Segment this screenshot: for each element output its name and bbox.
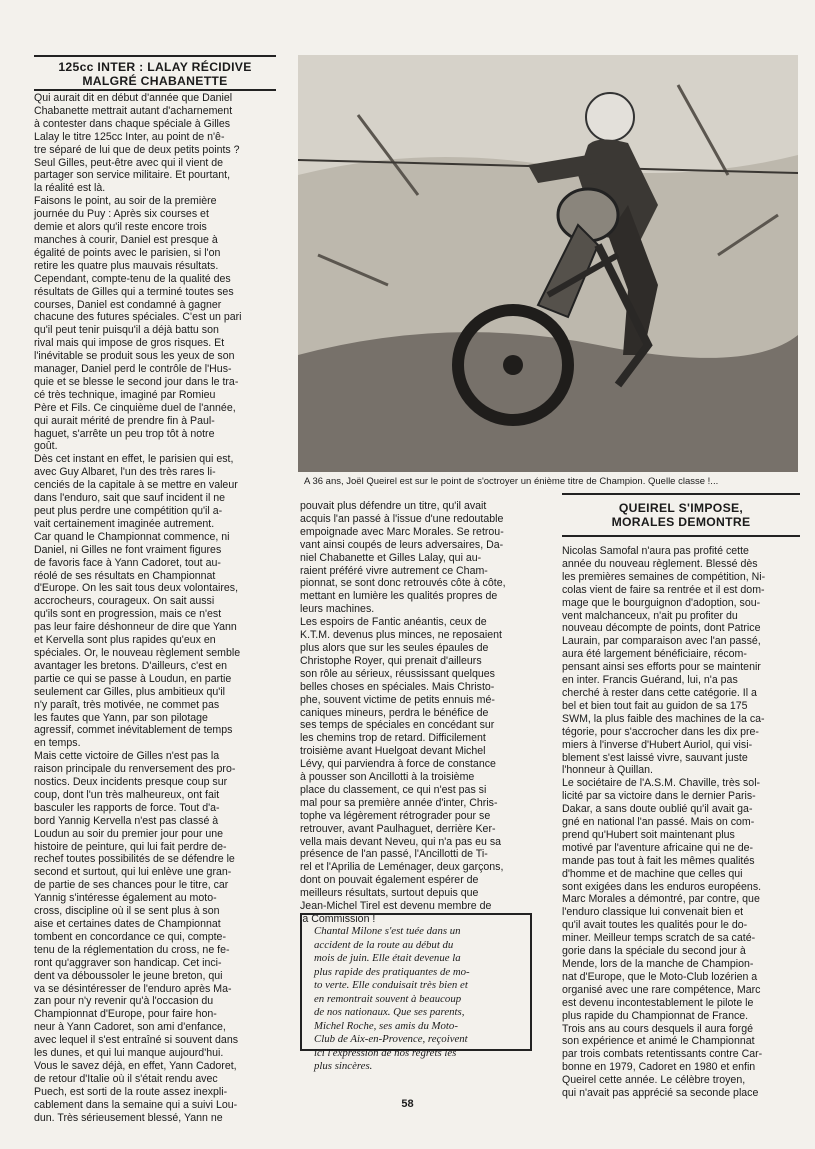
headline-line-1: 125cc INTER : LALAY RÉCIDIVE [58,60,252,74]
column-2-text: pouvait plus défendre un titre, qu'il avait acquis l'an passé à l'issue d'une redoutable empoignade avec Marc Morales. Se retrou- vant ainsi coupés de leurs adversaires, Da- niel Chabanette et Gilles Lalay, qui au- raient préféré vivre autrement ce Cham- pionnat, se sont donc retrouvés côte à côte, mettant en lumière les qualités propres de leurs machines. Les espoirs de Fantic anéantis, ceux de K.T.M. devenus plus minces, ne reposaient plus alors que sur les seules épaules de Christophe Royer, qui prenait d'ailleurs son rôle au sérieux, réussissant quelques belles choses en spéciales. Mais Christo- phe, souvent victime de petits ennuis mé- caniques mineurs, perdra le bénéfice de ses temps de spéciales en concédant sur les chemins trop de retard. Difficilement troisième avant Huelgoat devant Michel Lévy, qui parviendra à force de constance à pousser son Ancillotti à la troisième place du classement, ce qui n'est pas si mal pour sa première année d'inter, Chris- tophe va légèrement rétrograder pour se retrouver, avant Paulhaguet, derrière Ker- vella mais devant Neveu, qui n'a pas eu sa présence de l'an passé, l'Ancillotti de Ti- rel et l'Aprilia de Leménager, deux garçons, dont on pouvait également espérer de meilleurs résultats, surtout depuis que Jean-Michel Tirel est devenu membre de la Commission ! [300,500,506,925]
headline-line-2: MALGRÉ CHABANETTE [82,74,228,88]
headline2-line-1: QUEIREL S'IMPOSE, [618,501,744,515]
rider-photo [298,55,798,472]
column-3-text: Nicolas Samofal n'aura pas profité cette année du nouveau règlement. Blessé dès les premières semaines de compétition, Ni- colas vient de faire sa rentrée et il est dom- mage que le bourguignon d'adoption, sou- vent malchanceux, n'ait pu profiter du nouveau décompte de points, dont Patrice Laurain, par comparaison avec l'an passé, aura été largement bénéficiaire, récom- pensant ainsi ses efforts pour se maintenir en inter. Francis Guérand, lui, n'a pas cherché à rester dans cette catégorie. Il a bel et bien tout fait au guidon de sa 175 SWM, la plus faible des machines de la ca- tégorie, pour s'accrocher dans les dix pre- miers à l'inverse d'Hubert Auriol, qui visi- blement s'est laissé vivre, sauvant juste l'honneur à Quillan. Le sociétaire de l'A.S.M. Chaville, très sol- licité par sa victoire dans le dernier Paris- Dakar, a sans doute oublié qu'il avait ga- gné en national l'an passé. Mais on com- prend qu'Hubert soit maintenant plus motivé par l'aventure africaine qui ne de- mande pas tout à fait les mêmes qualités d'homme et de machine que celles qui sont exigées dans les enduros européens. Marc Morales a démontré, par contre, que l'enduro classique lui convenait bien et qu'il avait toutes les qualités pour le do- miner. Meilleur temps scratch de sa caté- gorie dans la spéciale du second jour à Mende, lors de la manche de Champion- nat d'Europe, que le Moto-Club lozérien a organisé avec une rare compétence, Marc est devenu incontestablement le pilote le plus rapide du Championnat de France. Trois ans au cours desquels il aura forgé son expérience et animé le Championnat par trois combats retentissants contre Car- bonne en 1979, Cadoret en 1980 et enfin Queirel cette année. Le célèbre troyen, qui n'avait pas apprécié sa seconde place [562,545,766,1100]
article-headline [34,55,276,91]
column-1-text: Qui aurait dit en début d'année que Daniel Chabanette mettrait autant d'acharnement à contester dans chaque spéciale à Gilles Lalay le titre 125cc Inter, au point de n'ê- tre séparé de lui que de deux petits points ? Seul Gilles, peut-être avec qui il vient de partager son service militaire. Et pourtant, la réalité est là. Faisons le point, au soir de la première journée du Puy : Après six courses et demie et alors qu'il reste encore trois manches à courir, Daniel est presque à égalité de points avec le parisien, si l'on retire les quatre plus mauvais résultats. Cependant, compte-tenu de la qualité des résultats de Gilles qui a terminé toutes ses courses, Daniel est condamné à gagner chacune des futures spéciales. C'est un pari qu'il peut tenir puisqu'il a déjà battu son rival mais qui impose de gros risques. Et l'inévitable se produit sous les yeux de son manager, Daniel perd le contrôle de l'Hus- quie et se blesse le second jour dans le tra- cé très technique, imaginé par Romieu Père et Fils. Ce cinquième duel de l'année, qui aurait mérité de prendre fin à Paul- haguet, s'arrête un peu trop tôt à notre goût. Dès cet instant en effet, le parisien qui est, avec Guy Albaret, l'un des très rares li- cenciés de la capitale à se mettre en valeur dans l'enduro, sait que sauf incident il ne peut plus perdre une compétition qu'il a- vait certainement imaginée autrement. Car quand le Championnat commence, ni Daniel, ni Gilles ne font vraiment figures de favoris face à Yann Cadoret, tout au- réolé de ses résultats en Championnat d'Europe. On les sait tous deux volontaires, accrocheurs, courageux. On sait aussi qu'ils sont en progression, mais ce n'est pas leur faire déshonneur de dire que Yann et Kervella sont plus rapides qu'eux en spéciales. Or, le nouveau règlement semble avantager les bretons. D'ailleurs, c'est en partie ce qui se passe à Loudun, en partie seulement car Gilles, plus ambitieux qu'il n'y paraît, très motivée, ne commet pas les fautes que Yann, par son pilotage agressif, commet inévitablement de temps en temps. Mais cette victoire de Gilles n'est pas la raison principale du renversement des pro- nostics. Deux incidents presque coup sur coup, dont l'un très malheureux, ont fait basculer les rapports de force. Tout d'a- bord Yannig Kervella n'est pas classé à Loudun au soir du premier jour pour une histoire de peinture, qui lui fait perdre de- rechef toutes possibilités de se défendre le second et surtout, qui lui enlève une gran- de partie de ses chances pour le titre, car Yannig s'intéresse également au moto- cross, discipline où il se sent plus à son aise et certaines dates de Championnat tombent en concordance ce qui, compte- tenu de la réglementation du cross, ne fe- ront qu'aggraver son handicap. Cet inci- dent va déboussoler le jeune breton, qui va se désintéresser de l'enduro après Ma- zan pour n'y revenir qu'à l'occasion du Championnat d'Europe, pour faire hon- neur à Yann Cadoret, son ami d'enfance, avec lequel il s'est entraîné si souvent dans les dunes, et qui lui manque aujourd'hui. Vous le savez déjà, en effet, Yann Cadoret, de retour d'Italie où il s'était rendu avec Puech, est sorti de la route assez inexpli- cablement dans la semaine qui a suivi Lou- dun. Très sérieusement blessé, Yann ne [34,92,242,1124]
article-2-headline [562,493,800,537]
obituary-box [300,913,532,1072]
photo-caption: A 36 ans, Joël Queirel est sur le point de s'octroyer un énième titre de Champion. Quelle classe !... [298,472,798,492]
article-column-2 [300,500,530,926]
headline2-line-2: MORALES DEMONTRE [611,515,751,529]
motorcycle-rider-illustration [298,55,798,472]
article-column-3 [562,545,800,1100]
obituary-text: Chantal Milone s'est tuée dans un accident de la route au début du mois de juin. Elle était devenue la plus rapide des pratiquantes de mo- to verte. Elle conduisait très bien et en remontrait souvent à beaucoup de nos nationaux. Que ses parents, Michel Roche, ses amis du Moto- Club de Aix-en-Provence, reçoivent ici l'expression de nos regrets les plus sincères. [314,925,470,1072]
article-column-1 [34,92,276,1125]
page-number: 58 [401,1098,414,1110]
